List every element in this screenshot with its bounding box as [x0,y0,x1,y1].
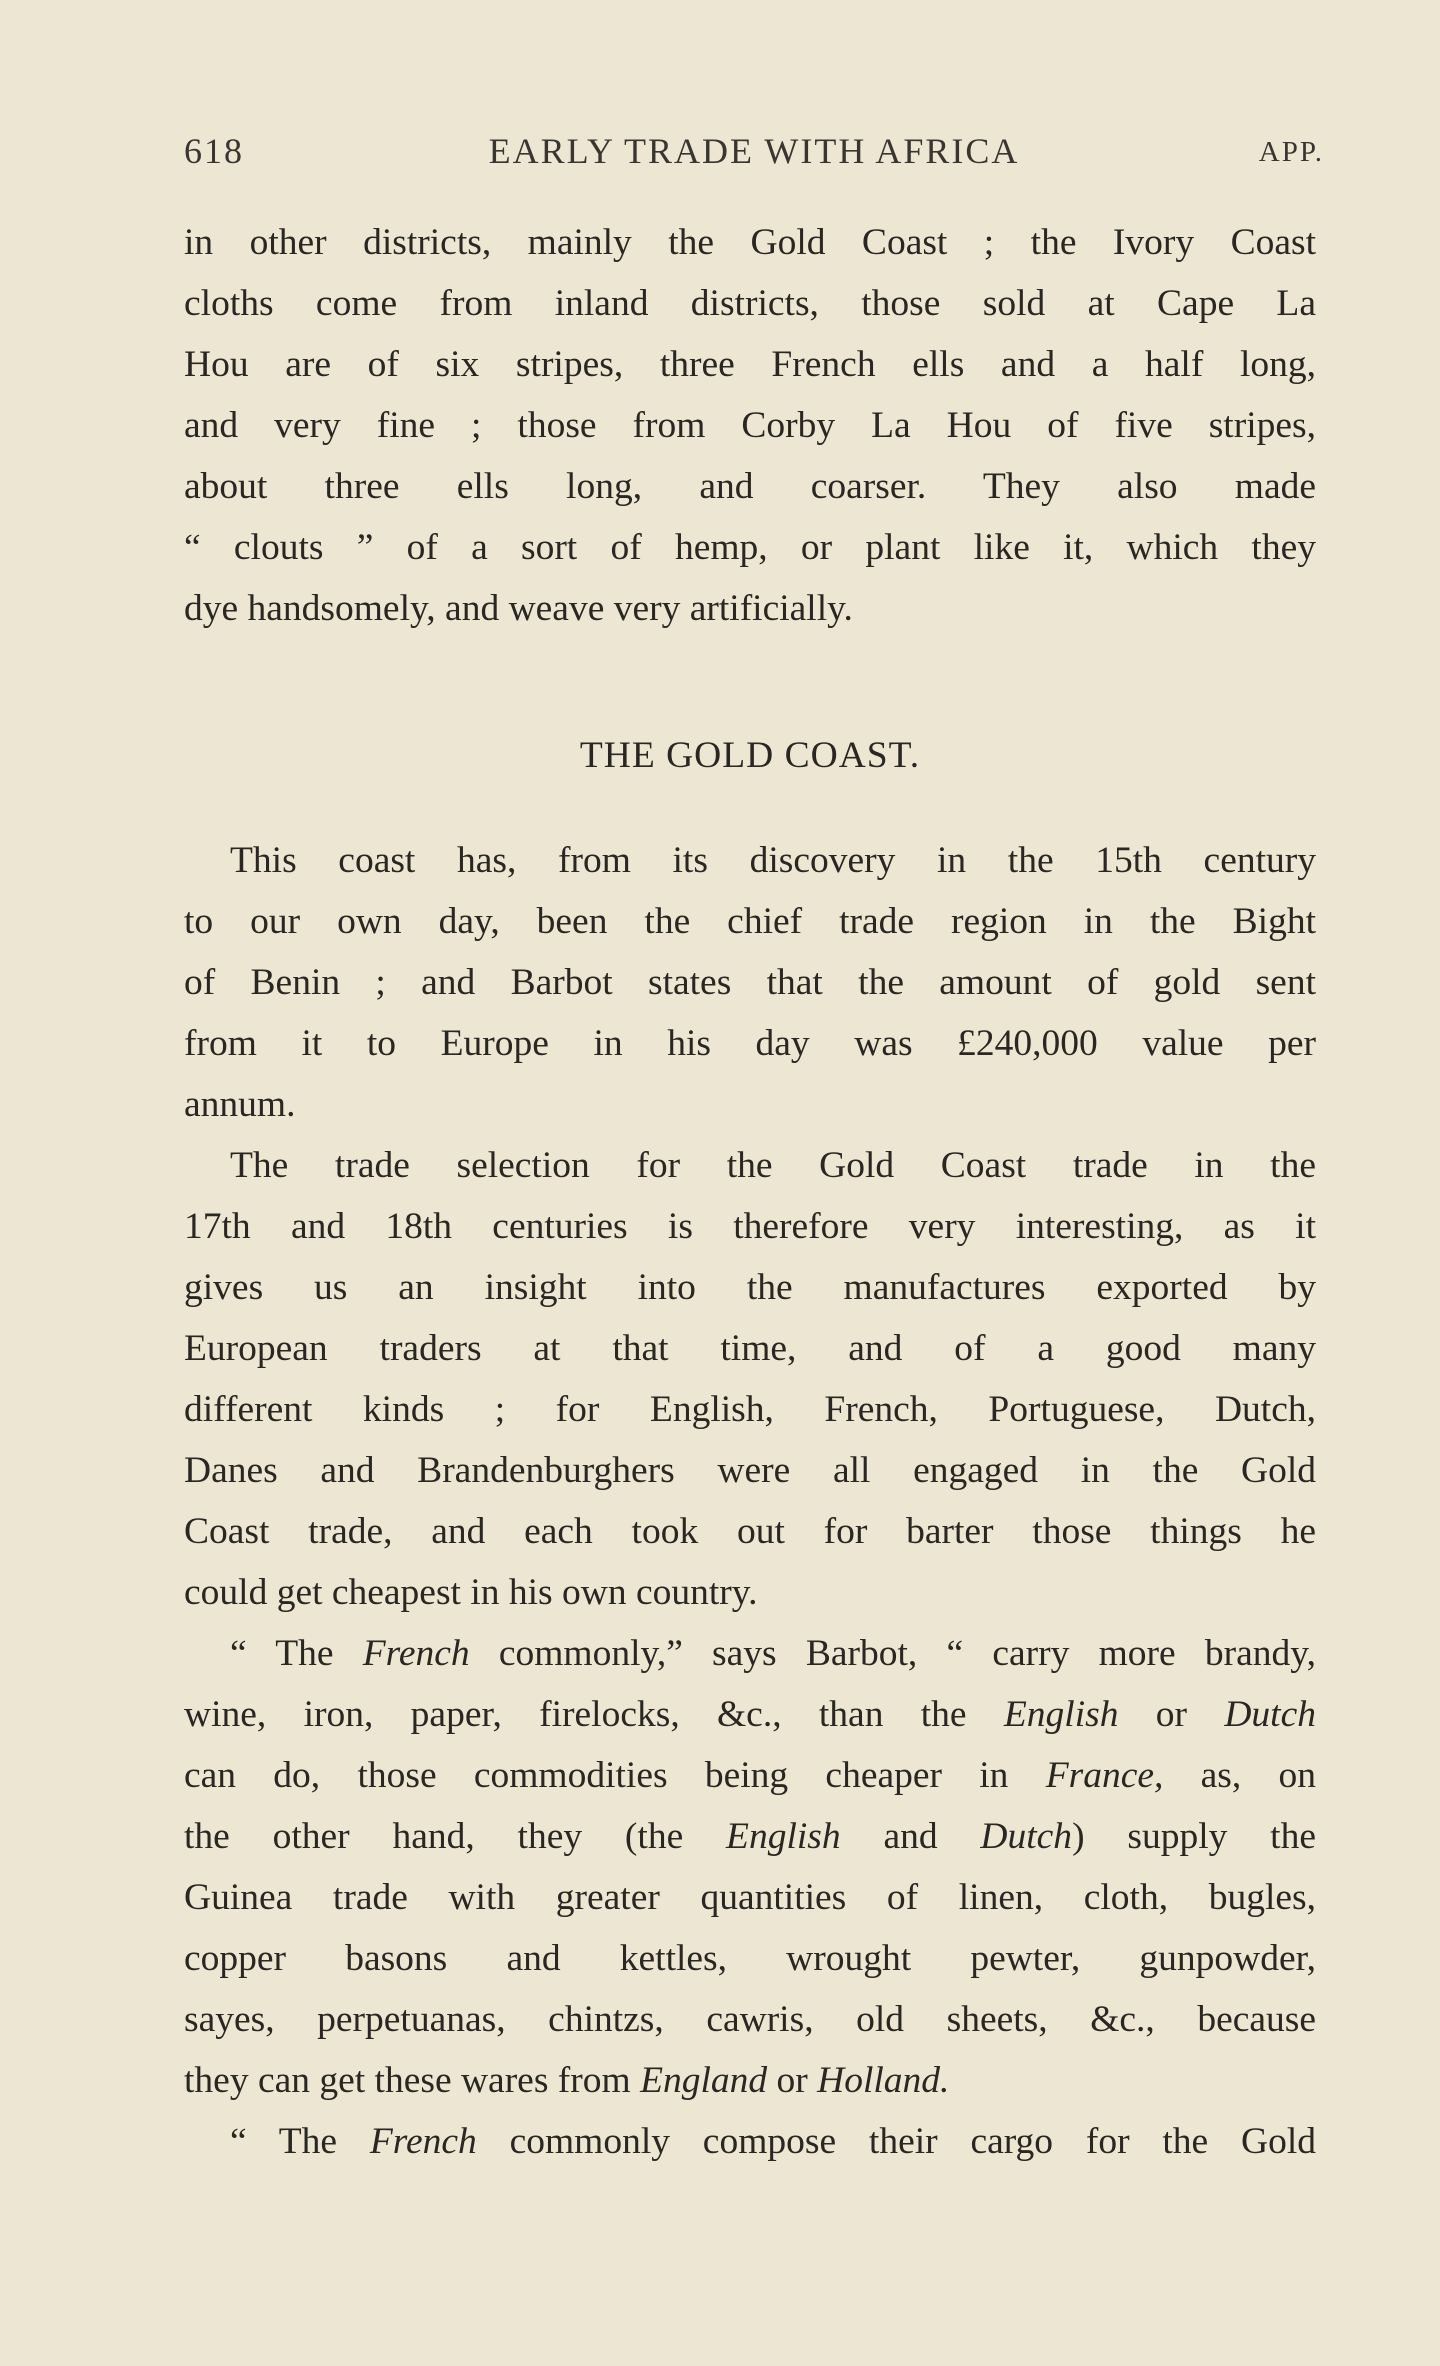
text-line: “ clouts ” of a sort of hemp, or plant like it, which they [184,527,1316,568]
text-line: Coast trade, and each took out for barter those things he [184,1511,1316,1552]
text-line: from it to Europe in his day was £240,000 value per [184,1023,1316,1064]
text-line: “ The French commonly,” says Barbot, “ carry more brandy, [230,1633,1316,1674]
text-line: gives us an insight into the manufactures exported by [184,1267,1316,1308]
paragraph-gold-coast-intro [184,830,1316,1135]
italic-term: French [369,2121,477,2162]
italic-term: Dutch [980,1816,1073,1857]
italic-term: English [726,1816,841,1857]
text-line: they can get these wares from England or Holland. [184,2060,950,2101]
text-line: the other hand, they (the English and Dutch) supply the [184,1816,1316,1857]
running-title: EARLY TRADE WITH AFRICA [488,131,1020,171]
italic-term: France, [1045,1755,1164,1796]
text-line: can do, those commodities being cheaper in France, as, on [184,1755,1316,1796]
italic-term: French [362,1633,470,1674]
section-marker: APP. [1258,136,1324,168]
section-heading: THE GOLD COAST. [579,735,921,776]
text-line: in other districts, mainly the Gold Coast ; the Ivory Coast [184,222,1316,263]
text-line: copper basons and kettles, wrought pewter, gunpowder, [184,1938,1316,1979]
text-line: to our own day, been the chief trade region in the Bight [184,901,1316,942]
paragraph-barbot-quote [184,1623,1316,2172]
text-line: annum. [184,1084,296,1125]
text-line: Hou are of six stripes, three French ells and a half long, [184,344,1316,385]
text-line: and very fine ; those from Corby La Hou of five stripes, [184,405,1316,446]
paragraph-ivory-coast [184,212,1316,639]
text-line: 17th and 18th centuries is therefore very interesting, as it [184,1206,1316,1247]
text-line: wine, iron, paper, firelocks, &c., than the English or Dutch [184,1694,1316,1735]
text-line: about three ells long, and coarser. They also made [184,466,1316,507]
italic-term: England [640,2060,768,2101]
text-line: “ The French commonly compose their cargo for the Gold [230,2121,1316,2162]
text-line: different kinds ; for English, French, Portuguese, Dutch, [184,1389,1316,1430]
text-line: The trade selection for the Gold Coast trade in the [230,1145,1316,1186]
text-line: of Benin ; and Barbot states that the amount of gold sent [184,962,1316,1003]
italic-term: English [1003,1694,1119,1735]
page-number: 618 [184,131,244,171]
text-line: Guinea trade with greater quantities of linen, cloth, bugles, [184,1877,1316,1918]
text-line: sayes, perpetuanas, chintzs, cawris, old sheets, &c., because [184,1999,1316,2040]
italic-term: Dutch [1224,1694,1316,1735]
text-line: could get cheapest in his own country. [184,1572,758,1613]
text-line: cloths come from inland districts, those sold at Cape La [184,283,1316,324]
paragraph-trade-selection [184,1135,1316,1623]
text-line: European traders at that time, and of a good many [184,1328,1316,1369]
text-line: dye handsomely, and weave very artificially. [184,588,853,629]
text-line: This coast has, from its discovery in the 15th century [230,840,1316,881]
running-head [184,130,1324,180]
italic-term: Holland. [817,2060,950,2101]
text-line: Danes and Brandenburghers were all engaged in the Gold [184,1450,1316,1491]
